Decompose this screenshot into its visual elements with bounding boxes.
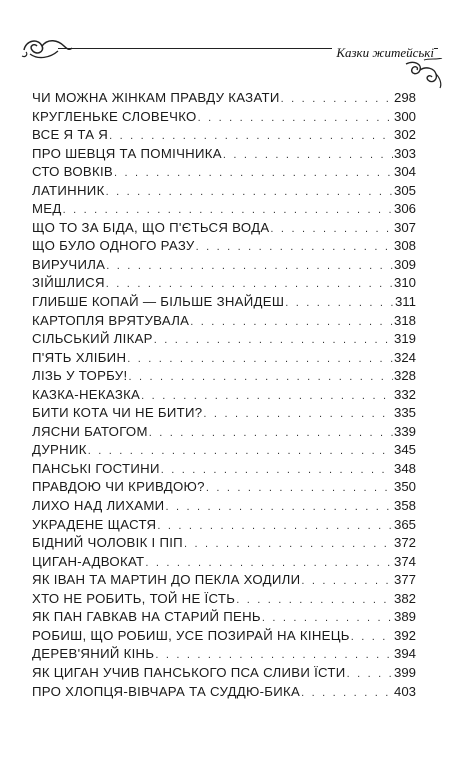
toc-entry — [32, 517, 416, 536]
dot-leader — [106, 186, 393, 198]
toc-entry — [32, 109, 416, 128]
toc-entry-page-number: 358 — [393, 498, 416, 514]
toc-entry-title: ЛАТИННИК — [32, 182, 105, 198]
toc-entry — [32, 646, 416, 665]
toc-entry — [32, 665, 416, 684]
dot-leader — [141, 390, 393, 402]
toc-entry-page-number: 377 — [393, 572, 416, 588]
toc-entry — [32, 127, 416, 146]
toc-entry-page-number: 319 — [393, 331, 416, 347]
dot-leader — [128, 371, 393, 383]
dot-leader — [145, 557, 393, 569]
toc-entry — [32, 498, 416, 517]
toc-entry-page-number: 350 — [393, 479, 416, 495]
dot-leader — [184, 538, 393, 550]
toc-entry — [32, 368, 416, 387]
toc-entry — [32, 572, 416, 591]
toc-entry-title: СІЛЬСЬКИЙ ЛІКАР — [32, 331, 153, 347]
dot-leader — [196, 241, 393, 253]
toc-entry-title: ЩО БУЛО ОДНОГО РАЗУ — [32, 238, 195, 254]
dot-leader — [203, 408, 393, 420]
toc-entry-title: УКРАДЕНЕ ЩАСТЯ — [32, 516, 157, 532]
toc-entry-title: ЧИ МОЖНА ЖІНКАМ ПРАВДУ КАЗАТИ — [32, 90, 280, 105]
toc-entry — [32, 313, 416, 332]
toc-entry-page-number: 399 — [393, 664, 416, 680]
toc-entry-title: ПРАВДОЮ ЧИ КРИВДОЮ? — [32, 479, 205, 495]
toc-entry — [32, 257, 416, 276]
toc-entry-page-number: 328 — [393, 368, 416, 384]
toc-entry-page-number: 310 — [393, 275, 416, 291]
toc-entry-title: ПРО ХЛОПЦЯ-ВІВЧАРА ТА СУДДЮ-БИКА — [32, 683, 301, 699]
dot-leader — [351, 631, 393, 643]
dot-leader — [114, 167, 393, 179]
toc-entry-title: ГЛИБШЕ КОПАЙ — БІЛЬШЕ ЗНАЙДЕШ — [32, 294, 285, 310]
toc-entry — [32, 90, 416, 109]
toc-entry-page-number: 382 — [393, 590, 416, 606]
toc-entry — [32, 535, 416, 554]
toc-entry-page-number: 339 — [393, 423, 416, 439]
toc-entry — [32, 201, 416, 220]
dot-leader — [106, 278, 393, 290]
toc-entry — [32, 183, 416, 202]
dot-leader — [155, 649, 393, 661]
toc-entry-title: ВСЕ Я ТА Я — [32, 127, 109, 143]
dot-leader — [157, 520, 393, 532]
toc-entry-title: ЗІЙШЛИСЯ — [32, 275, 105, 291]
dot-leader — [106, 260, 393, 272]
dot-leader — [223, 149, 393, 161]
toc-entry-page-number: 335 — [393, 405, 416, 421]
toc-entry-title: ЦИГАН-АДВОКАТ — [32, 553, 145, 569]
toc-entry — [32, 461, 416, 480]
toc-entry-page-number: 298 — [393, 90, 416, 105]
toc-entry-page-number: 389 — [393, 609, 416, 625]
toc-entry — [32, 609, 416, 628]
toc-entry-title: МЕД — [32, 201, 62, 217]
toc-entry-page-number: 403 — [393, 683, 416, 699]
toc-entry-title: ЩО ТО ЗА БІДА, ЩО П'ЄТЬСЯ ВОДА — [32, 219, 270, 235]
dot-leader — [236, 594, 393, 606]
flourish-ornament-left — [20, 34, 72, 64]
toc-entry-page-number: 302 — [393, 127, 416, 143]
running-header-title: Казки житейські — [332, 45, 434, 61]
dot-leader — [154, 334, 393, 346]
toc-entry — [32, 591, 416, 610]
toc-entry-page-number: 306 — [393, 201, 416, 217]
toc-entry-title: ВИРУЧИЛА — [32, 256, 106, 272]
toc-entry — [32, 479, 416, 498]
toc-entry — [32, 554, 416, 573]
toc-entry-title: ЯК ІВАН ТА МАРТИН ДО ПЕКЛА ХОДИЛИ — [32, 572, 301, 588]
toc-entry — [32, 275, 416, 294]
dot-leader — [88, 445, 393, 457]
toc-entry-page-number: 324 — [393, 349, 416, 365]
toc-entry-page-number: 305 — [393, 182, 416, 198]
toc-entry — [32, 146, 416, 165]
dot-leader — [165, 501, 393, 513]
toc-entry-page-number: 365 — [393, 516, 416, 532]
toc-entry-title: П'ЯТЬ ХЛІБИН — [32, 349, 127, 365]
toc-entry-page-number: 311 — [394, 294, 416, 310]
dot-leader — [301, 687, 393, 699]
toc-entry — [32, 350, 416, 369]
dot-leader — [127, 353, 393, 365]
toc-entry-page-number: 307 — [393, 219, 416, 235]
dot-leader — [149, 427, 393, 439]
toc-entry-page-number: 374 — [393, 553, 416, 569]
toc-entry-page-number: 303 — [393, 145, 416, 161]
toc-entry-page-number: 304 — [393, 164, 416, 180]
toc-entry — [32, 238, 416, 257]
toc-entry-title: ХТО НЕ РОБИТЬ, ТОЙ НЕ ЇСТЬ — [32, 590, 236, 606]
toc-entry — [32, 294, 416, 313]
toc-entry-page-number: 372 — [393, 535, 416, 551]
dot-leader — [285, 297, 394, 309]
flourish-ornament-right — [404, 58, 444, 90]
dot-leader — [281, 93, 393, 105]
toc-entry-title: ЛІЗЬ У ТОРБУ! — [32, 368, 128, 384]
toc-entry-title: ПАНСЬКІ ГОСТИНИ — [32, 460, 160, 476]
toc-entry-title: КРУГЛЕНЬКЕ СЛОВЕЧКО — [32, 108, 197, 124]
toc-entry-title: БІДНИЙ ЧОЛОВІК І ПІП — [32, 535, 183, 551]
toc-entry-title: КАРТОПЛЯ ВРЯТУВАЛА — [32, 312, 190, 328]
toc-entry — [32, 387, 416, 406]
toc-entry-page-number: 309 — [393, 256, 416, 272]
dot-leader — [109, 130, 393, 142]
table-of-contents — [32, 90, 416, 702]
toc-entry-title: ДЕРЕВ'ЯНИЙ КІНЬ — [32, 646, 155, 662]
dot-leader — [198, 112, 393, 124]
dot-leader — [301, 575, 393, 587]
toc-entry-page-number: 348 — [393, 460, 416, 476]
toc-entry-title: БИТИ КОТА ЧИ НЕ БИТИ? — [32, 405, 203, 421]
toc-entry-title: СТО ВОВКІВ — [32, 164, 114, 180]
dot-leader — [206, 482, 393, 494]
toc-entry-title: ЛИХО НАД ЛИХАМИ — [32, 498, 165, 514]
toc-entry-page-number: 300 — [393, 108, 416, 124]
toc-entry — [32, 164, 416, 183]
toc-entry-title: КАЗКА-НЕКАЗКА — [32, 386, 141, 402]
toc-entry-title: ПРО ШЕВЦЯ ТА ПОМІЧНИКА — [32, 145, 222, 161]
toc-entry — [32, 331, 416, 350]
dot-leader — [347, 668, 393, 680]
dot-leader — [190, 316, 393, 328]
dot-leader — [262, 612, 393, 624]
toc-entry-title: ЛЯСНИ БАТОГОМ — [32, 423, 148, 439]
dot-leader — [161, 464, 393, 476]
dot-leader — [63, 204, 393, 216]
toc-entry-title: РОБИШ, ЩО РОБИШ, УСЕ ПОЗИРАЙ НА КІНЕЦЬ — [32, 627, 350, 643]
toc-entry-page-number: 308 — [393, 238, 416, 254]
toc-entry — [32, 220, 416, 239]
toc-entry-title: ДУРНИК — [32, 442, 87, 458]
toc-entry-page-number: 345 — [393, 442, 416, 458]
toc-entry — [32, 628, 416, 647]
toc-entry — [32, 405, 416, 424]
toc-entry — [32, 424, 416, 443]
toc-entry — [32, 684, 416, 703]
toc-entry-title: ЯК ЦИГАН УЧИВ ПАНСЬКОГО ПСА СЛИВИ ЇСТИ — [32, 664, 346, 680]
toc-entry-page-number: 394 — [393, 646, 416, 662]
toc-entry-page-number: 392 — [393, 627, 416, 643]
dot-leader — [270, 223, 393, 235]
toc-entry — [32, 442, 416, 461]
page-header — [20, 30, 438, 90]
toc-entry-page-number: 332 — [393, 386, 416, 402]
toc-entry-page-number: 318 — [393, 312, 416, 328]
toc-entry-title: ЯК ПАН ГАВКАВ НА СТАРИЙ ПЕНЬ — [32, 609, 261, 625]
